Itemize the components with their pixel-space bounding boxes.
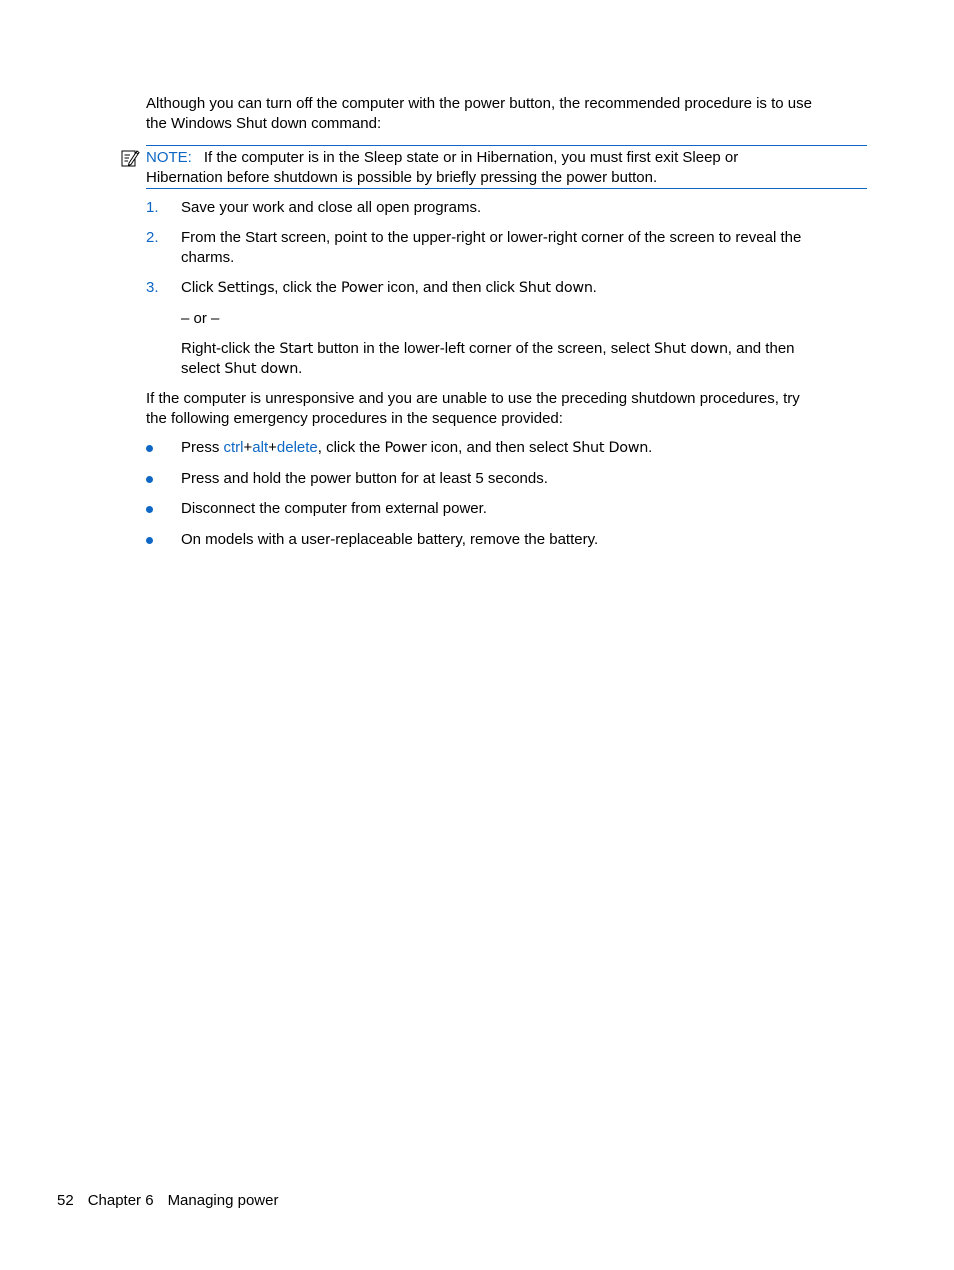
alt-part-1: Right-click the	[181, 340, 280, 357]
or-separator: – or –	[181, 310, 220, 327]
alt-part-2: button in the lower-left corner of the screen, select	[313, 340, 655, 357]
step-3-number: 3.	[146, 279, 159, 296]
step-1-text: Save your work and close all open programs.	[181, 199, 482, 216]
intro-line-2: the Windows Shut down command:	[146, 115, 382, 132]
note-line-2: Hibernation before shutdown is possible by briefly pressing the power button.	[146, 169, 658, 186]
ctrl-key: ctrl	[223, 439, 244, 456]
step-1-number: 1.	[146, 199, 159, 216]
step-2-line-1: From the Start screen, point to the upper-right or lower-right corner of the screen to reveal the	[181, 229, 802, 246]
shut-down-ui-term-4: Shut Down	[572, 440, 649, 456]
bullet-item-1	[181, 438, 861, 458]
start-ui-term: Start	[279, 341, 314, 357]
bullet-dot	[146, 506, 153, 513]
alt-key: alt	[252, 439, 269, 456]
step-3-part-3: icon, and then click	[383, 279, 519, 296]
emergency-line-1: If the computer is unresponsive and you are unable to use the preceding shutdown procedures, try	[146, 390, 800, 407]
settings-ui-term: Settings	[217, 280, 275, 296]
shut-down-ui-term: Shut down	[518, 280, 593, 296]
bullet-dot	[146, 537, 153, 544]
step-3-text	[181, 278, 861, 298]
delete-key: delete	[276, 439, 318, 456]
intro-line-1: Although you can turn off the computer with the power button, the recommended procedure is to use	[146, 95, 812, 112]
step-2-number: 2.	[146, 229, 159, 246]
step-3-part-1: Click	[181, 279, 218, 296]
intro-paragraph	[146, 94, 866, 134]
bullet-1-part-2: , click the	[317, 439, 385, 456]
shut-down-ui-term-3: Shut down	[224, 361, 299, 377]
note-box	[146, 145, 867, 189]
bullet-dot	[146, 476, 153, 483]
chapter-title: Managing power	[167, 1192, 279, 1209]
bullet-item-4: On models with a user-replaceable battery, remove the battery.	[181, 531, 599, 548]
plus-sign: +	[243, 439, 253, 456]
note-line-1: If the computer is in the Sleep state or in Hibernation, you must first exit Sleep or	[203, 149, 739, 166]
bullet-dot	[146, 445, 153, 452]
alt-part-5: .	[298, 360, 303, 377]
bullet-1-part-4: .	[648, 439, 653, 456]
plus-sign: +	[268, 439, 277, 456]
step-2-line-2: charms.	[181, 249, 235, 266]
step-3-part-2: , click the	[274, 279, 341, 296]
bullet-1-part-3: icon, and then select	[426, 439, 573, 456]
bullet-item-3: Disconnect the computer from external power.	[181, 500, 487, 517]
power-ui-term: Power	[340, 280, 383, 296]
emergency-paragraph	[146, 389, 866, 429]
bullet-item-2: Press and hold the power button for at least 5 seconds.	[181, 470, 548, 487]
step-2-text	[181, 228, 861, 268]
step-3-part-4: .	[592, 279, 597, 296]
bullet-1-part-1: Press	[181, 439, 224, 456]
step-3-alternative	[181, 339, 861, 379]
power-ui-term-2: Power	[384, 440, 427, 456]
alt-part-3: , and then	[727, 340, 795, 357]
shut-down-ui-term-2: Shut down	[654, 341, 728, 357]
chapter-label: Chapter 6	[87, 1192, 154, 1209]
page-number: 52	[57, 1192, 74, 1209]
note-pencil-icon	[120, 148, 140, 168]
note-label: NOTE:	[146, 149, 192, 166]
emergency-line-2: the following emergency procedures in the sequence provided:	[146, 410, 563, 427]
page-footer	[57, 1191, 292, 1211]
alt-part-4: select	[181, 360, 225, 377]
